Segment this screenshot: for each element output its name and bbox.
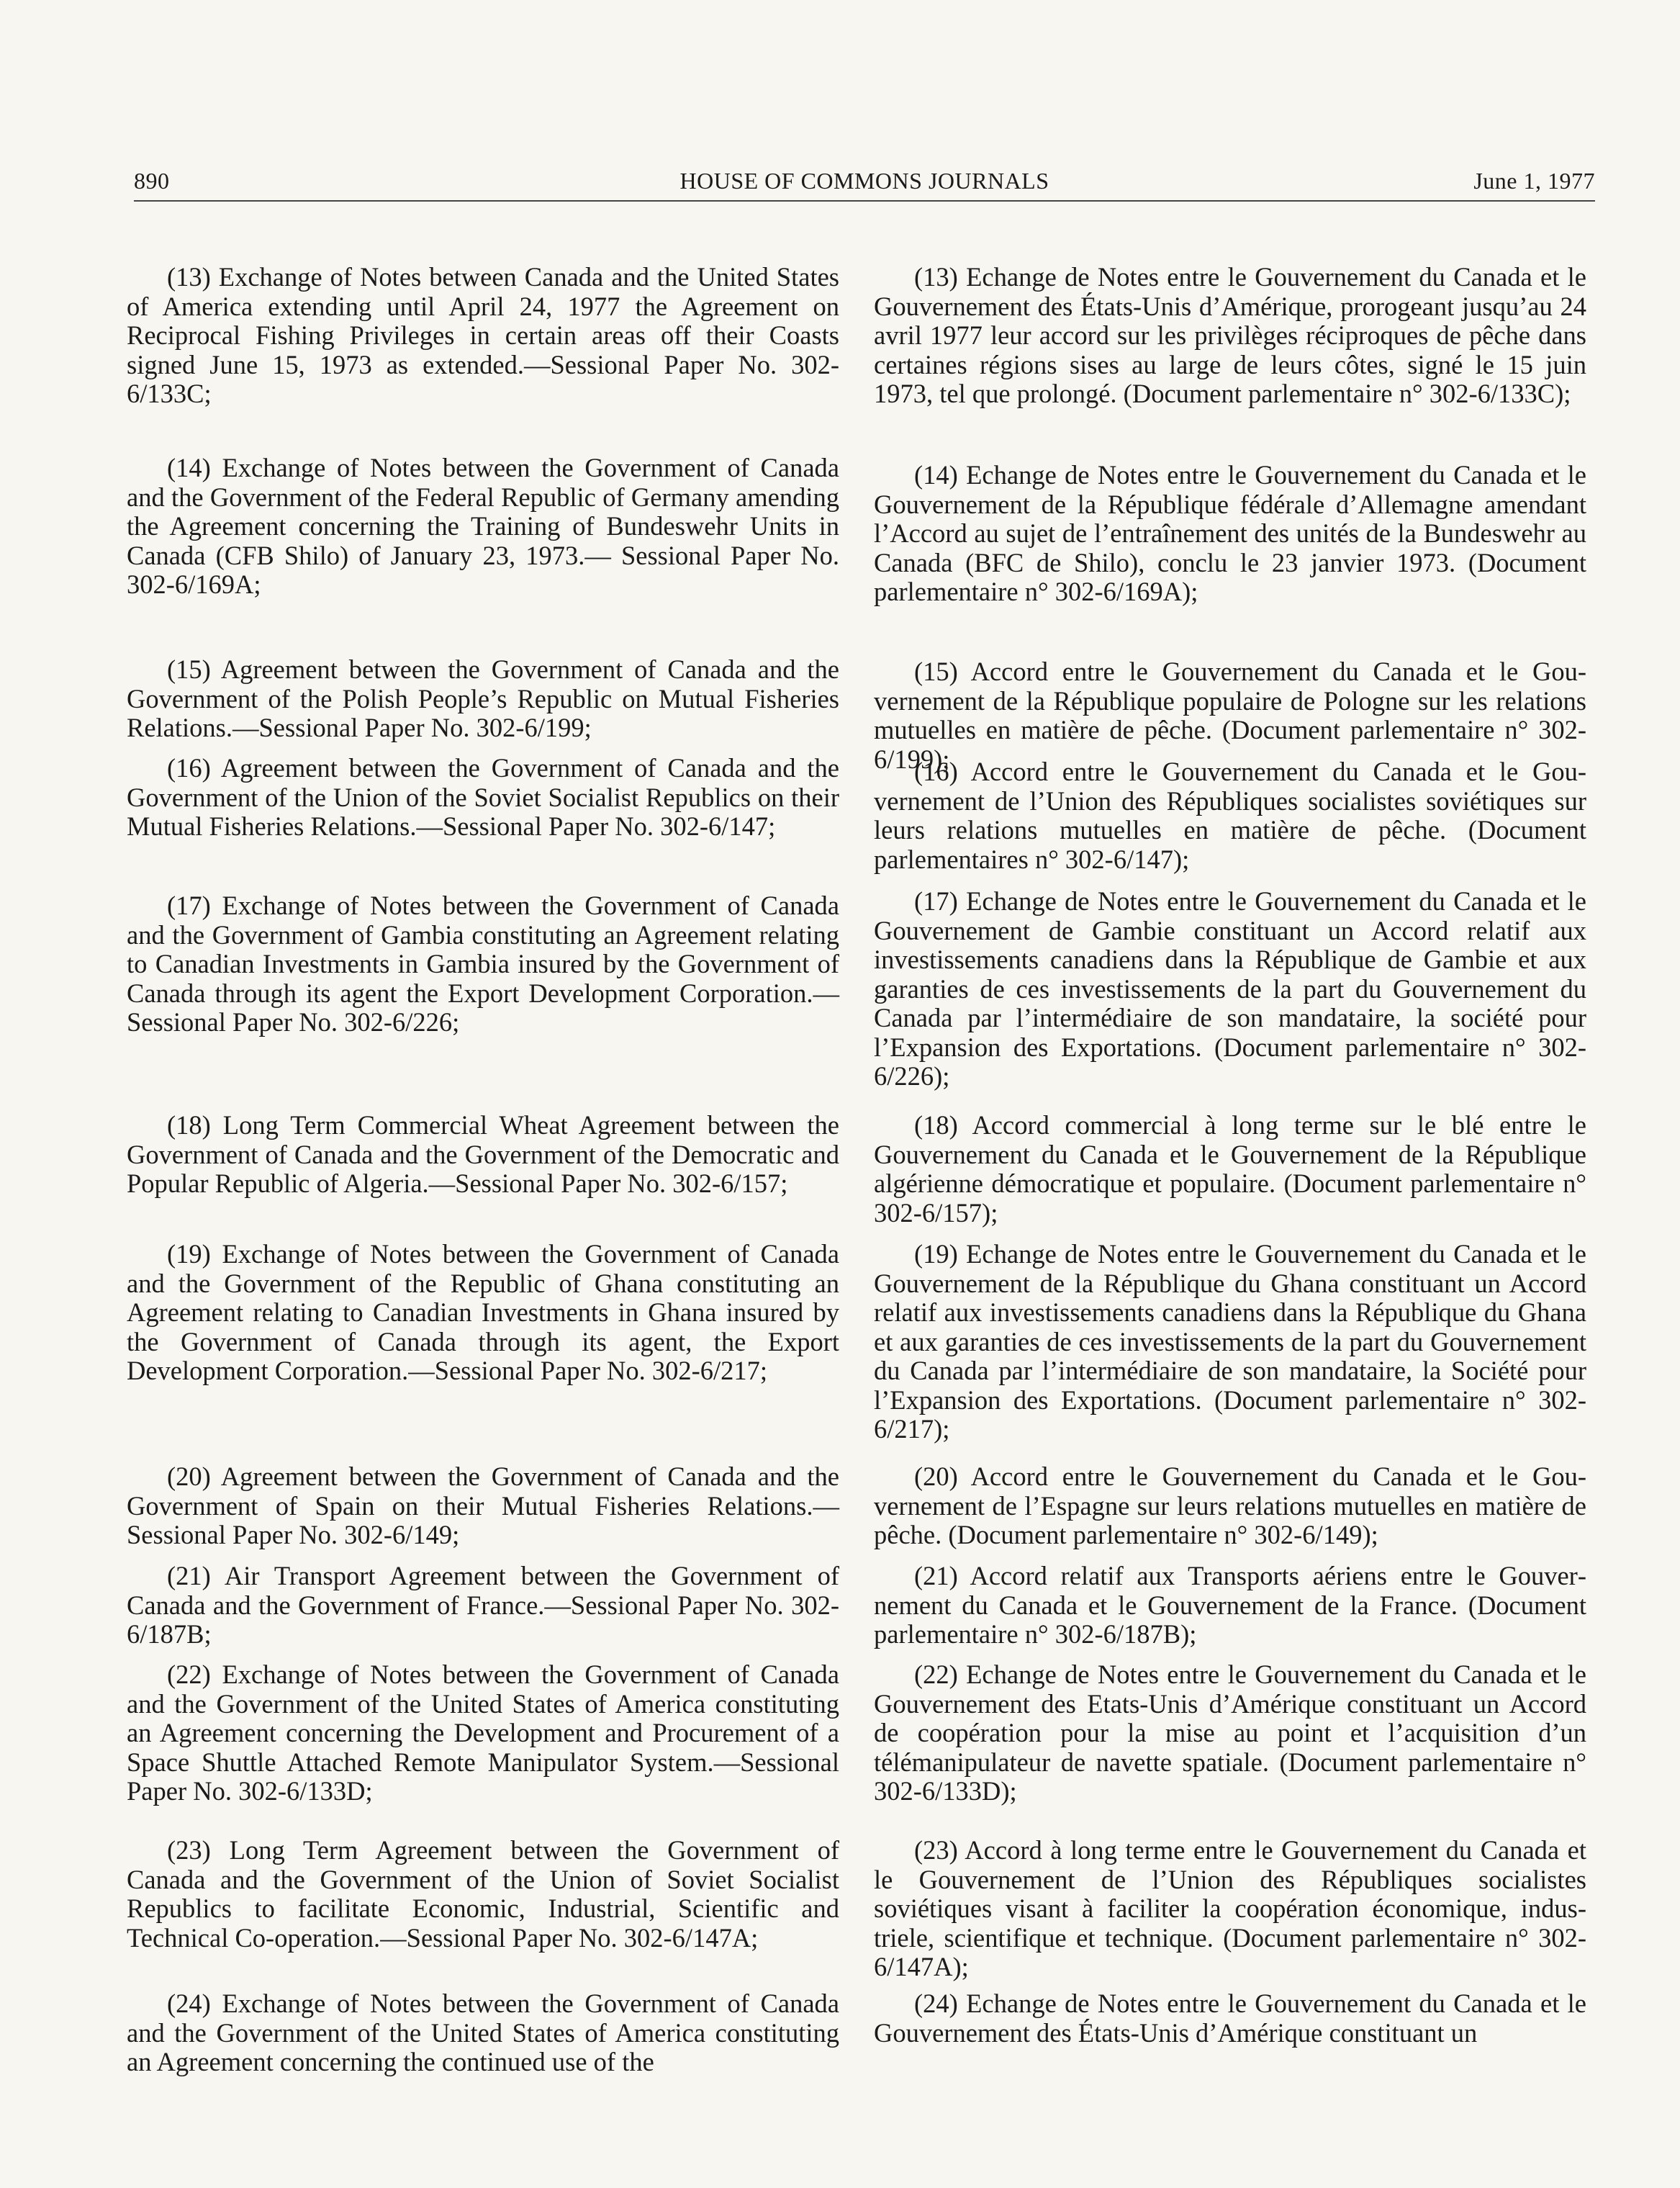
french-entry-20: (20) Accord entre le Gouvernement du Canada et le Gouvernement de l’Espagne sur leurs relations mutuelles en matière de pêche. (Document parlementaire n° 302-6/149); xyxy=(874,1462,1586,1549)
english-entry-23: (23) Long Term Agreement between the Government of Canada and the Government of the Union of Soviet Socialist Republics to facilitate Economic, Industrial, Scientific and Technical Co-operation.—Sessional Paper No. 302-6/147A; xyxy=(127,1835,839,1953)
english-entry-22: (22) Exchange of Notes between the Government of Canada and the Government of the United States of America constituting an Agreement concerning the Development and Procurement of a Space Shuttle Attached Remote Manipulator System.—Sessional Paper No. 302-6/133D; xyxy=(127,1660,839,1806)
english-entry-15: (15) Agreement between the Government of Canada and the Government of the Polish People’s Republic on Mutual Fisheries Relations.—Sessional Paper No. 302-6/199; xyxy=(127,654,839,742)
english-entry-18: (18) Long Term Commercial Wheat Agreement between the Government of Canada and the Government of the Democratic and Popular Republic of Algeria.—Sessional Paper No. 302-6/157; xyxy=(127,1110,839,1198)
french-entry-23: (23) Accord à long terme entre le Gouvernement du Canada et le Gouvernement de l’Union des Républiques socialistes soviétiques visant à faciliter la coopération économique, industriele, scientifique et technique. (Document parlementaire n° 302-6/147A); xyxy=(874,1835,1586,1981)
english-entry-17: (17) Exchange of Notes between the Government of Canada and the Government of Gambia constituting an Agreement relating to Canadian Investments in Gambia insured by the Government of Canada through its agent the Export Development Corporation.—Sessional Paper No. 302-6/226; xyxy=(127,891,839,1037)
french-entry-17: (17) Echange de Notes entre le Gouvernement du Canada et le Gouvernement de Gambie constituant un Accord relatif aux investissements canadiens dans la République de Gambie et aux garanties de ces investissements de la part du Gouvernement du Canada par l’intermédiaire de son mandataire, la société pour l’Expansion des Exportations. (Document parlementaire n° 302-6/226); xyxy=(874,886,1586,1091)
english-entry-14: (14) Exchange of Notes between the Government of Canada and the Government of the Federal Republic of Germany amending the Agreement concerning the Training of Bundeswehr Units in Canada (CFB Shilo) of January 23, 1973.— Sessional Paper No. 302-6/169A; xyxy=(127,453,839,599)
french-entry-16: (16) Accord entre le Gouvernement du Canada et le Gouvernement de l’Union des Républiques socialistes soviétiques sur leurs relations mutuelles en matière de pêche. (Document parlementaires n° 302-6/147); xyxy=(874,757,1586,874)
french-entry-21: (21) Accord relatif aux Transports aériens entre le Gouvernement du Canada et le Gouvernement de la France. (Document parlementaire n° 302-6/187B); xyxy=(874,1561,1586,1649)
english-entry-16: (16) Agreement between the Government of Canada and the Government of the Union of the Soviet Socialist Republics on their Mutual Fisheries Relations.—Sessional Paper No. 302-6/147; xyxy=(127,753,839,841)
french-entry-14: (14) Echange de Notes entre le Gouvernement du Canada et le Gouvernement de la République fédérale d’Allemagne amendant l’Accord au sujet de l’entraînement des unités de la Bundeswehr au Canada (BFC de Shilo), conclu le 23 janvier 1973. (Document parlementaire n° 302-6/169A); xyxy=(874,460,1586,606)
english-entry-13: (13) Exchange of Notes between Canada and the United States of America extending until April 24, 1977 the Agreement on Reciprocal Fishing Privileges in certain areas off their Coasts signed June 15, 1973 as extended.—Sessional Paper No. 302-6/133C; xyxy=(127,262,839,408)
french-entry-13: (13) Echange de Notes entre le Gouvernement du Canada et le Gouvernement des États-Unis d’Amérique, prorogeant jusqu’au 24 avril 1977 leur accord sur les privilèges réciproques de pêche dans certaines régions sises au large de leurs côtes, signé le 15 juin 1973, tel que prolongé. (Document parlementaire n° 302-6/133C); xyxy=(874,262,1586,408)
french-entry-15: (15) Accord entre le Gouvernement du Canada et le Gouvernement de la République populaire de Pologne sur les relations mutuelles en matière de pêche. (Document parlementaire n° 302-6/199); xyxy=(874,657,1586,774)
english-entry-24: (24) Exchange of Notes between the Government of Canada and the Government of the United States of America constituting an Agreement concerning the continued use of the xyxy=(127,1989,839,2076)
french-entry-18: (18) Accord commercial à long terme sur le blé entre le Gouvernement du Canada et le Gouvernement de la République algérienne démocratique et populaire. (Document parlementaire n° 302-6/157); xyxy=(874,1110,1586,1228)
french-entry-24: (24) Echange de Notes entre le Gouvernement du Canada et le Gouvernement des États-Unis d’Amérique constituant un xyxy=(874,1989,1586,2048)
french-entry-22: (22) Echange de Notes entre le Gouvernement du Canada et le Gouvernement des Etats-Unis d’Amérique constituant un Accord de coopération pour la mise au point et l’acquisition d’un télémanipulateur de navette spatiale. (Document parlementaire n° 302-6/133D); xyxy=(874,1660,1586,1806)
french-entry-19: (19) Echange de Notes entre le Gouvernement du Canada et le Gouvernement de la République du Ghana constituant un Accord relatif aux investissements canadiens dans la République du Ghana et aux garanties de ces investissements de la part du Gouvernement du Canada par l’intermédiaire de son mandataire, la Société pour l’Expansion des Exportations. (Document parlementaire n° 302-6/217); xyxy=(874,1239,1586,1444)
english-entry-21: (21) Air Transport Agreement between the Government of Canada and the Government of France.—Sessional Paper No. 302-6/187B; xyxy=(127,1561,839,1649)
page-number: 890 xyxy=(134,168,170,194)
english-entry-20: (20) Agreement between the Government of Canada and the Government of Spain on their Mutual Fisheries Relations.—Sessional Paper No. 302-6/149; xyxy=(127,1462,839,1549)
english-entry-19: (19) Exchange of Notes between the Government of Canada and the Government of the Republic of Ghana constituting an Agreement relating to Canadian Investments in Ghana insured by the Government of Canada through its agent, the Export Development Corporation.—Sessional Paper No. 302-6/217; xyxy=(127,1239,839,1385)
journal-date: June 1, 1977 xyxy=(1473,168,1595,194)
journal-title: HOUSE OF COMMONS JOURNALS xyxy=(679,168,1049,194)
page-header xyxy=(134,160,1595,202)
